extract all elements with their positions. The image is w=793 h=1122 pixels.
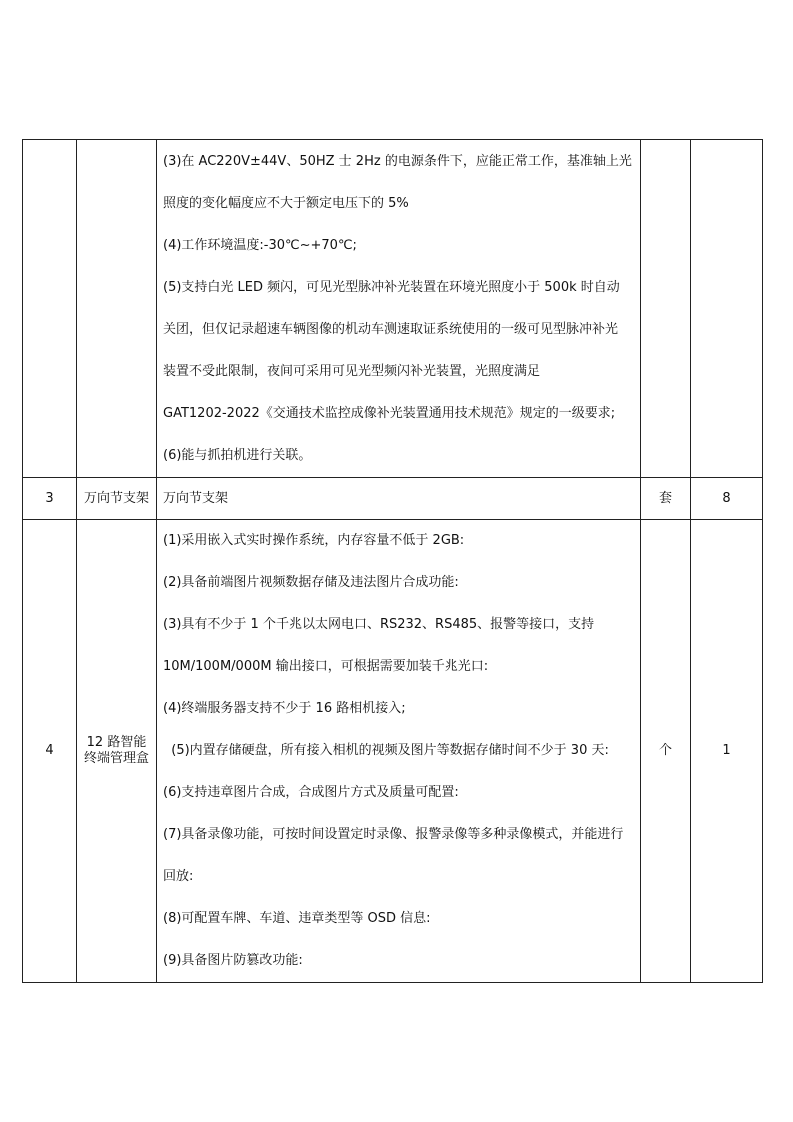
- spec-table: [22, 139, 763, 983]
- spec-line: (9)具备图片防篡改功能:: [163, 953, 303, 968]
- row-number-cell: 3: [23, 478, 77, 520]
- spec-cell: [157, 140, 641, 478]
- spec-line: 10M/100M/000M 输出接口，可根据需要加装千兆光口:: [163, 659, 489, 674]
- spec-line: GAT1202-2022《交通技术监控成像补光装置通用技术规范》规定的一级要求;: [163, 406, 616, 421]
- spec-cell: [157, 478, 641, 520]
- spec-line: (7)具备录像功能，可按时间设置定时录像、报警录像等多种录像模式，并能进行: [163, 827, 624, 842]
- table-row: [23, 478, 763, 520]
- item-name-cell: 万向节支架: [77, 478, 157, 520]
- spec-line: (3)在 AC220V±44V、50HZ 士 2Hz 的电源条件下，应能正常工作，基准轴上光: [163, 154, 632, 169]
- item-name-cell: [77, 520, 157, 983]
- spec-line: 装置不受此限制，夜间可采用可见光型频闪补光装置，光照度满足: [163, 364, 541, 379]
- spec-line: (5)支持白光 LED 频闪，可见光型脉冲补光装置在环境光照度小于 500k 时自动: [163, 280, 620, 295]
- item-name-cell: [77, 140, 157, 478]
- quantity-cell: 8: [691, 478, 763, 520]
- row-number-cell: 4: [23, 520, 77, 983]
- row-number-cell: [23, 140, 77, 478]
- unit-cell: 套: [641, 478, 691, 520]
- spec-list: [163, 140, 636, 477]
- spec-line: (1)采用嵌入式实时操作系统，内存容量不低于 2GB:: [163, 533, 465, 548]
- spec-line: 关团，但仅记录超速车辆图像的机动车测速取证系统使用的一级可见型脉冲补光: [163, 322, 619, 337]
- spec-line: 照度的变化幅度应不大于额定电压下的 5%: [163, 196, 409, 211]
- spec-line: (4)工作环境温度:-30℃~+70℃;: [163, 238, 357, 253]
- spec-line: (6)能与抓拍机进行关联。: [163, 448, 312, 463]
- spec-list: [163, 520, 636, 982]
- spec-line: (6)支持违章图片合成，合成图片方式及质量可配置:: [163, 785, 459, 800]
- table-row: [23, 520, 763, 983]
- spec-line: 回放:: [163, 869, 194, 884]
- quantity-cell: 1: [691, 520, 763, 983]
- item-name-line: 终端管理盒: [83, 751, 149, 766]
- quantity-cell: [691, 140, 763, 478]
- spec-cell: [157, 520, 641, 983]
- spec-line: (5)内置存储硬盘，所有接入相机的视频及图片等数据存储时间不少于 30 天:: [163, 743, 609, 758]
- spec-line: 万向节支架: [163, 490, 229, 506]
- spec-line: (8)可配置车牌、车道、违章类型等 OSD 信息:: [163, 911, 431, 926]
- spec-line: (2)具备前端图片视频数据存储及违法图片合成功能:: [163, 575, 459, 590]
- item-name-line: 12 路智能: [86, 735, 147, 751]
- table-row: [23, 140, 763, 478]
- spec-line: (4)终端服务器支持不少于 16 路相机接入;: [163, 701, 406, 716]
- unit-cell: 个: [641, 520, 691, 983]
- spec-line: (3)具有不少于 1 个千兆以太网电口、RS232、RS485、报警等接口，支持: [163, 617, 595, 632]
- unit-cell: [641, 140, 691, 478]
